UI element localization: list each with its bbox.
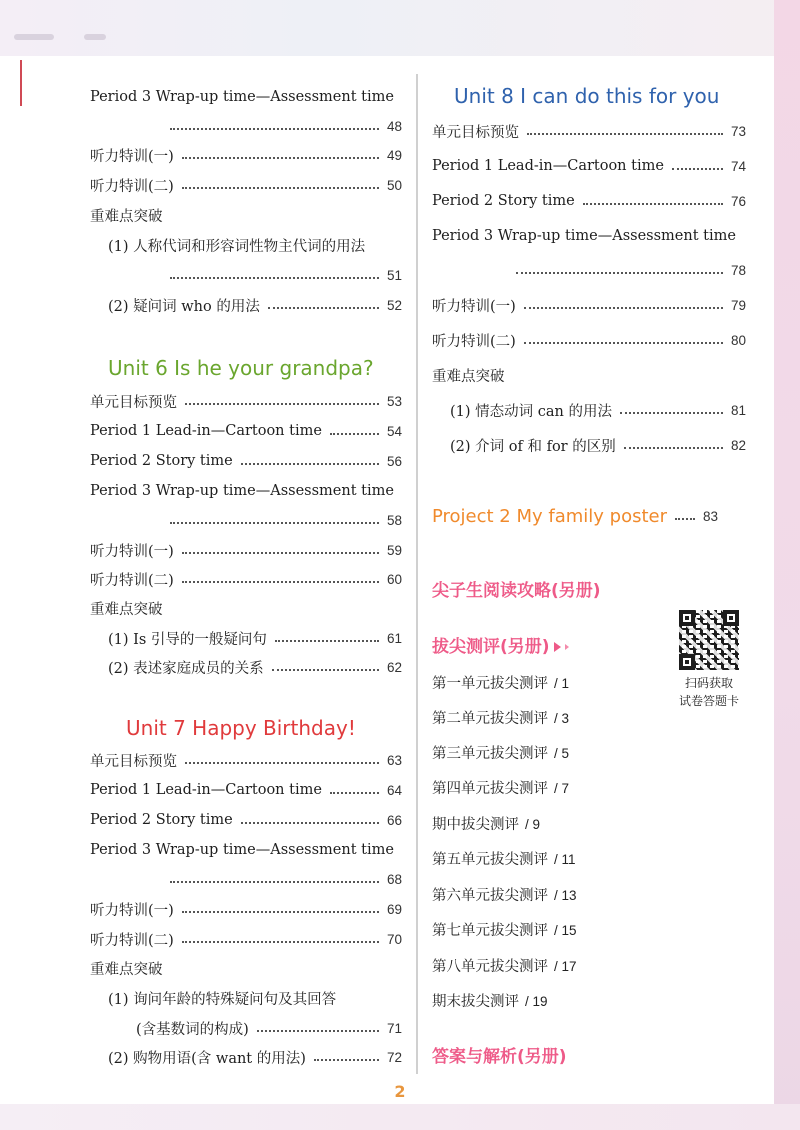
- toc-entry[interactable]: 听力特训(二) 50: [90, 177, 402, 195]
- dot-leader: [275, 640, 379, 642]
- dot-leader: [524, 307, 723, 309]
- right-decorative-band: [774, 0, 800, 1130]
- dot-leader: [527, 133, 723, 135]
- toc-entry[interactable]: Period 2 Story time 56: [90, 453, 402, 469]
- bottom-decorative-band: [0, 1104, 800, 1130]
- dot-leader: [182, 911, 379, 913]
- top-decorative-band: [0, 0, 800, 56]
- column-divider: [416, 74, 418, 1074]
- assessment-item[interactable]: 第二单元拔尖测评 / 3: [432, 711, 570, 727]
- toc-entry[interactable]: 重难点突破: [90, 208, 163, 225]
- toc-entry[interactable]: (2) 表述家庭成员的关系 62: [108, 659, 402, 677]
- toc-entry[interactable]: 听力特训(一) 59: [90, 542, 402, 560]
- dot-leader: [524, 342, 723, 344]
- dot-leader: [182, 187, 379, 189]
- toc-entry[interactable]: (1) 情态动词 can 的用法 81: [450, 402, 746, 420]
- unit-heading[interactable]: Unit 7 Happy Birthday!: [126, 716, 356, 740]
- assessment-item[interactable]: 第一单元拔尖测评 / 1: [432, 676, 570, 692]
- assessment-heading[interactable]: 拔尖测评(另册): [432, 632, 569, 657]
- toc-entry[interactable]: 48: [90, 113, 402, 139]
- dot-leader: [241, 822, 379, 824]
- qr-caption: 扫码获取 试卷答题卡: [678, 676, 739, 708]
- toc-entry[interactable]: Period 2 Story time 76: [432, 193, 746, 209]
- dot-leader: [268, 307, 379, 309]
- toc-entry[interactable]: 68: [90, 866, 402, 892]
- dot-leader: [182, 157, 379, 159]
- toc-entry[interactable]: 58: [90, 507, 402, 533]
- toc-entry[interactable]: 重难点突破: [90, 961, 163, 978]
- project-entry[interactable]: Project 2 My family poster 83: [432, 505, 719, 527]
- answers-heading[interactable]: 答案与解析(另册): [432, 1047, 567, 1067]
- assessment-item[interactable]: 第八单元拔尖测评 / 17: [432, 959, 577, 975]
- dot-leader: [624, 447, 723, 449]
- dot-leader: [516, 272, 723, 274]
- dot-leader: [182, 581, 379, 583]
- assessment-item[interactable]: 第三单元拔尖测评 / 5: [432, 746, 570, 762]
- dot-leader: [330, 433, 379, 435]
- dot-leader: [672, 168, 723, 170]
- reading-strategy-heading[interactable]: 尖子生阅读攻略(另册): [432, 581, 601, 601]
- toc-entry[interactable]: Period 2 Story time 66: [90, 812, 402, 828]
- toc-entry[interactable]: 听力特训(二) 60: [90, 571, 402, 589]
- toc-entry[interactable]: Period 3 Wrap-up time—Assessment time: [90, 89, 394, 105]
- toc-entry[interactable]: 单元目标预览 63: [90, 752, 402, 770]
- assessment-item[interactable]: 期中拔尖测评 / 9: [432, 817, 541, 833]
- toc-entry[interactable]: Period 1 Lead-in—Cartoon time 74: [432, 158, 746, 174]
- dot-leader: [330, 792, 379, 794]
- dot-leader: [620, 412, 723, 414]
- arrow-right-icon: [565, 644, 569, 650]
- toc-entry[interactable]: (含基数词的构成) 71: [136, 1020, 402, 1038]
- toc-entry[interactable]: 听力特训(一) 49: [90, 147, 402, 165]
- toc-entry[interactable]: (2) 购物用语(含 want 的用法) 72: [108, 1049, 402, 1067]
- toc-entry[interactable]: (2) 疑问词 who 的用法 52: [108, 297, 402, 315]
- dot-leader: [170, 522, 379, 524]
- dot-leader: [185, 762, 379, 764]
- toc-entry[interactable]: Period 3 Wrap-up time—Assessment time: [90, 483, 394, 499]
- toc-entry[interactable]: 听力特训(一) 69: [90, 901, 402, 919]
- assessment-item[interactable]: 第六单元拔尖测评 / 13: [432, 888, 577, 904]
- toc-entry[interactable]: 听力特训(二) 80: [432, 332, 746, 350]
- toc-entry[interactable]: Period 3 Wrap-up time—Assessment time: [432, 228, 736, 244]
- toc-entry[interactable]: (1) Is 引导的一般疑问句 61: [108, 630, 402, 648]
- toc-entry[interactable]: 重难点突破: [90, 601, 163, 618]
- left-edge-mark: [20, 60, 22, 106]
- toc-entry[interactable]: (1) 询问年龄的特殊疑问句及其回答: [108, 991, 337, 1008]
- toc-entry[interactable]: Period 3 Wrap-up time—Assessment time: [90, 842, 394, 858]
- assessment-item[interactable]: 第五单元拔尖测评 / 11: [432, 852, 576, 868]
- dot-leader: [182, 552, 379, 554]
- toc-entry[interactable]: 听力特训(一) 79: [432, 297, 746, 315]
- toc-entry[interactable]: (2) 介词 of 和 for 的区别 82: [450, 437, 746, 455]
- dot-leader: [170, 128, 379, 130]
- toc-entry[interactable]: 51: [90, 262, 402, 288]
- arrow-right-icon: [554, 642, 561, 652]
- top-scribble: [14, 34, 54, 40]
- toc-entry[interactable]: 重难点突破: [432, 368, 505, 385]
- dot-leader: [675, 518, 695, 520]
- dot-leader: [185, 403, 379, 405]
- toc-entry[interactable]: Period 1 Lead-in—Cartoon time 64: [90, 782, 402, 798]
- toc-entry[interactable]: 单元目标预览 73: [432, 123, 746, 141]
- qr-code-icon[interactable]: [679, 610, 739, 670]
- toc-entry[interactable]: 单元目标预览 53: [90, 393, 402, 411]
- toc-entry[interactable]: 78: [432, 257, 746, 283]
- dot-leader: [314, 1059, 379, 1061]
- top-scribble: [84, 34, 106, 40]
- dot-leader: [182, 941, 379, 943]
- dot-leader: [583, 203, 723, 205]
- qr-code-block[interactable]: [664, 610, 754, 710]
- dot-leader: [257, 1030, 379, 1032]
- page-number: 2: [394, 1082, 406, 1101]
- dot-leader: [241, 463, 379, 465]
- toc-entry[interactable]: 听力特训(二) 70: [90, 931, 402, 949]
- dot-leader: [272, 669, 379, 671]
- unit-heading[interactable]: Unit 6 Is he your grandpa?: [108, 356, 374, 380]
- dot-leader: [170, 277, 379, 279]
- unit-heading[interactable]: Unit 8 I can do this for you: [454, 84, 720, 108]
- dot-leader: [170, 881, 379, 883]
- toc-entry[interactable]: (1) 人称代词和形容词性物主代词的用法: [108, 238, 366, 255]
- assessment-item[interactable]: 第四单元拔尖测评 / 7: [432, 781, 570, 797]
- assessment-item[interactable]: 第七单元拔尖测评 / 15: [432, 923, 577, 939]
- assessment-item[interactable]: 期末拔尖测评 / 19: [432, 994, 548, 1010]
- toc-entry[interactable]: Period 1 Lead-in—Cartoon time 54: [90, 423, 402, 439]
